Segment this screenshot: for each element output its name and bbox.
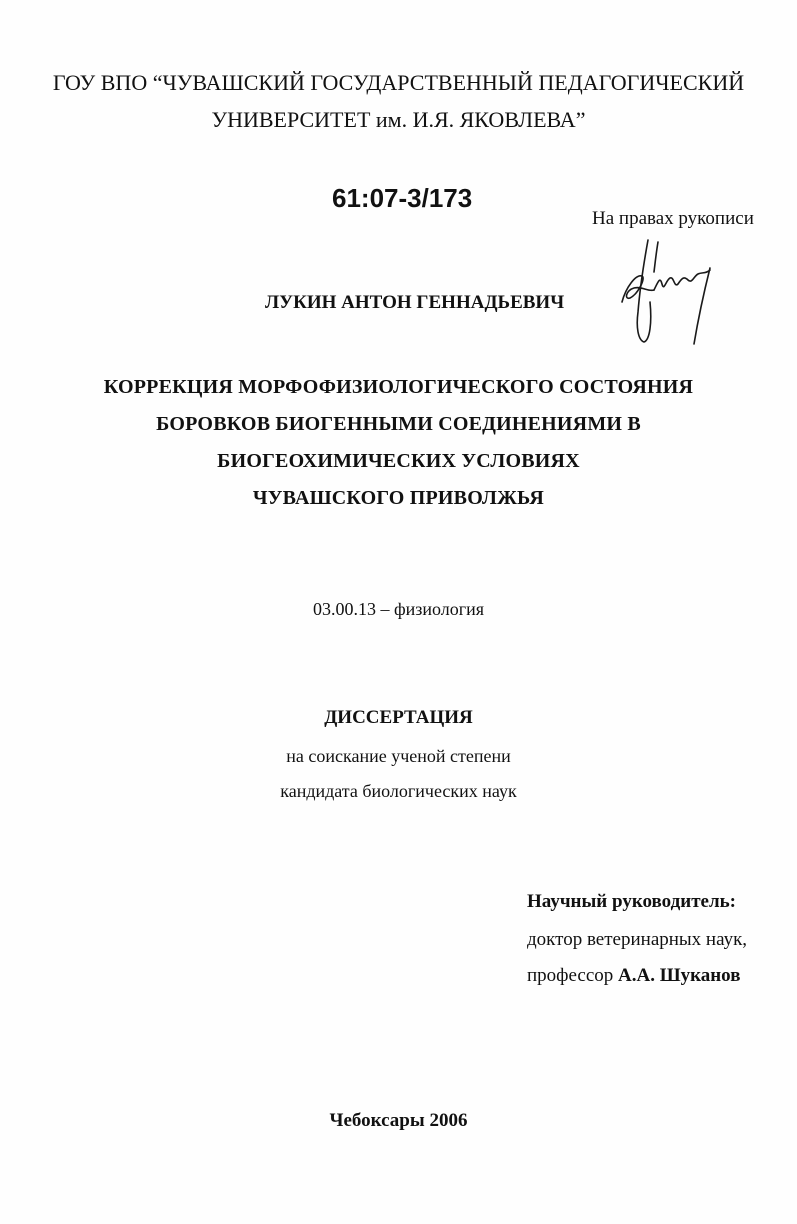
title-line-2: БОРОВКОВ БИОГЕННЫМИ СОЕДИНЕНИЯМИ В xyxy=(156,413,641,435)
supervisor-title: профессор xyxy=(527,965,619,986)
specialty-code: 03.00.13 – физиология xyxy=(312,599,485,619)
supervisor-name-line xyxy=(527,965,740,987)
supervisor-degree: доктор ветеринарных наук, xyxy=(527,929,748,950)
author-name: ЛУКИН АНТОН ГЕННАДЬЕВИЧ xyxy=(265,292,565,313)
signature-icon xyxy=(618,232,728,352)
organization-line-2: УНИВЕРСИТЕТ им. И.Я. ЯКОВЛЕВА” xyxy=(211,107,586,132)
catalog-stamp: 61:07-3/173 xyxy=(332,183,473,213)
degree-line-2: кандидата биологических наук xyxy=(280,781,517,801)
degree-line-1: на соискание ученой степени xyxy=(286,746,511,766)
title-line-3: БИОГЕОХИМИЧЕСКИХ УСЛОВИЯХ xyxy=(217,450,580,472)
document-type: ДИССЕРТАЦИЯ xyxy=(324,707,473,728)
title-line-4: ЧУВАШСКОГО ПРИВОЛЖЬЯ xyxy=(252,487,545,509)
supervisor-name: А.А. Шуканов xyxy=(618,965,741,986)
organization-line-1: ГОУ ВПО “ЧУВАШСКИЙ ГОСУДАРСТВЕННЫЙ ПЕДАГОГИЧЕСКИЙ xyxy=(52,70,745,95)
manuscript-rights: На правах рукописи xyxy=(592,208,754,229)
title-line-1: КОРРЕКЦИЯ МОРФОФИЗИОЛОГИЧЕСКОГО СОСТОЯНИЯ xyxy=(103,376,694,398)
city-year: Чебоксары 2006 xyxy=(329,1110,468,1131)
supervisor-heading: Научный руководитель: xyxy=(527,891,736,912)
